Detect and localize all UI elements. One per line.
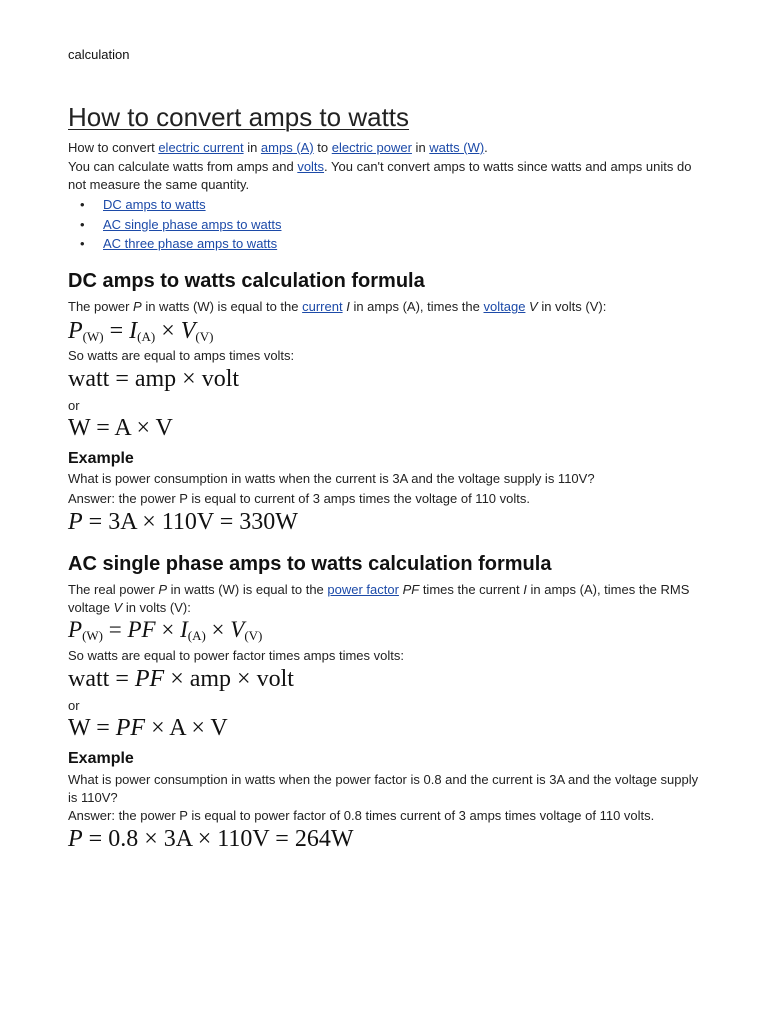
ac-single-example-question: What is power consumption in watts when the power factor is 0.8 and the current is 3A and the voltage supply is 110V? <box>68 772 699 805</box>
formula-var: V <box>180 318 196 344</box>
formula-sub: (V) <box>195 329 214 344</box>
ac-single-description <box>68 581 708 617</box>
formula-text: × A × V <box>145 715 228 741</box>
intro-text: How to convert <box>68 140 159 155</box>
formula-sub: (A) <box>187 628 206 643</box>
ac-desc-text: The real power <box>68 582 159 597</box>
dc-formula-3: W = A × V <box>68 415 173 441</box>
formula-op: × <box>205 617 231 642</box>
intro-line-1 <box>68 139 488 157</box>
ac-single-example-heading: Example <box>68 750 134 767</box>
formula-var: PF <box>127 617 156 642</box>
formula-sub: (W) <box>82 628 103 643</box>
ac-single-formula-2 <box>68 666 294 693</box>
ac-desc-var: V <box>113 600 123 615</box>
toc-item <box>103 195 281 215</box>
intro-text: in <box>243 140 261 155</box>
formula-var: V <box>230 617 245 642</box>
formula-text: = 3A × 110V = 330W <box>82 509 298 535</box>
header-label: calculation <box>68 47 130 62</box>
dc-example-formula <box>68 509 298 536</box>
formula-op: = <box>103 617 128 642</box>
dc-or-text: or <box>68 398 80 413</box>
formula-var: PF <box>134 666 165 692</box>
ac-single-example-formula <box>68 826 353 853</box>
formula-text: W = <box>68 715 116 741</box>
formula-var: PF <box>115 715 146 741</box>
ac-desc-var: P <box>158 582 167 597</box>
formula-sub: (W) <box>82 329 104 344</box>
link-volts[interactable]: volts <box>297 159 325 174</box>
dc-example-question: What is power consumption in watts when the current is 3A and the voltage supply is 110V? <box>68 471 595 486</box>
formula-sub: (V) <box>244 628 263 643</box>
ac-single-example-answer: Answer: the power P is equal to power factor of 0.8 times current of 3 amps times voltage of 110 volts. <box>68 808 655 823</box>
link-power-factor[interactable]: power factor <box>327 582 399 597</box>
formula-var: P <box>68 617 83 642</box>
table-of-contents <box>68 195 281 254</box>
formula-op: × <box>155 617 181 642</box>
toc-link-ac-three[interactable]: AC three phase amps to watts <box>103 236 278 251</box>
link-electric-power[interactable]: electric power <box>331 140 412 155</box>
link-electric-current[interactable]: electric current <box>158 140 244 155</box>
ac-desc-text: in volts (V): <box>122 600 191 615</box>
ac-desc-text: in amps (A), times the RMS voltage <box>68 582 690 615</box>
formula-text: = 0.8 × 3A × 110V = 264W <box>82 826 354 852</box>
intro-paragraph-2 <box>68 158 708 194</box>
dc-desc-text: in amps (A), times the <box>349 299 484 314</box>
dc-desc-var: V <box>529 299 538 314</box>
page-title: How to convert amps to watts <box>68 102 410 132</box>
dc-heading: DC amps to watts calculation formula <box>68 270 425 292</box>
link-voltage[interactable]: voltage <box>483 299 526 314</box>
link-amps[interactable]: amps (A) <box>260 140 314 155</box>
formula-var: I <box>129 318 138 344</box>
dc-desc-text: The power <box>68 299 134 314</box>
ac-single-or-text: or <box>68 698 80 713</box>
formula-op: = <box>103 318 130 344</box>
ac-desc-var: I <box>523 582 527 597</box>
ac-single-heading: AC single phase amps to watts calculation formula <box>68 553 552 575</box>
formula-op: × <box>155 318 181 344</box>
intro-text: You can calculate watts from amps and <box>68 159 298 174</box>
ac-desc-var: PF <box>402 582 420 597</box>
link-watts[interactable]: watts (W) <box>429 140 485 155</box>
dc-example-heading: Example <box>68 450 134 467</box>
intro-text: in <box>411 140 430 155</box>
formula-var: P <box>68 826 83 852</box>
formula-text: × amp × volt <box>164 666 294 692</box>
dc-formula-1 <box>68 318 213 345</box>
formula-var: I <box>180 617 188 642</box>
dc-desc-text: in volts (V): <box>537 299 607 314</box>
intro-text: . You can't convert amps to watts since watts and amps units do not measure the same quantity. <box>68 159 692 192</box>
formula-sub: (A) <box>137 329 156 344</box>
ac-single-so-text: So watts are equal to power factor times amps times volts: <box>68 648 404 663</box>
toc-item <box>103 234 281 254</box>
dc-desc-var: I <box>346 299 350 314</box>
ac-single-formula-1 <box>68 617 262 644</box>
link-current[interactable]: current <box>302 299 343 314</box>
dc-description <box>68 298 606 316</box>
ac-single-formula-3 <box>68 715 228 742</box>
formula-var: P <box>68 318 83 344</box>
dc-desc-text: in watts (W) is equal to the <box>141 299 303 314</box>
dc-formula-2: watt = amp × volt <box>68 366 240 392</box>
dc-so-text: So watts are equal to amps times volts: <box>68 348 295 363</box>
toc-link-ac-single[interactable]: AC single phase amps to watts <box>103 216 282 232</box>
ac-desc-text: in watts (W) is equal to the <box>167 582 328 597</box>
dc-desc-var: P <box>133 299 142 314</box>
toc-link-dc[interactable]: DC amps to watts <box>103 197 206 212</box>
ac-desc-text: times the current <box>419 582 524 597</box>
intro-text: . <box>484 140 488 155</box>
intro-text: to <box>313 140 332 155</box>
dc-example-answer: Answer: the power P is equal to current of 3 amps times the voltage of 110 volts. <box>68 491 530 506</box>
formula-text: watt = <box>68 666 135 692</box>
toc-item <box>103 215 281 235</box>
formula-var: P <box>68 509 83 535</box>
